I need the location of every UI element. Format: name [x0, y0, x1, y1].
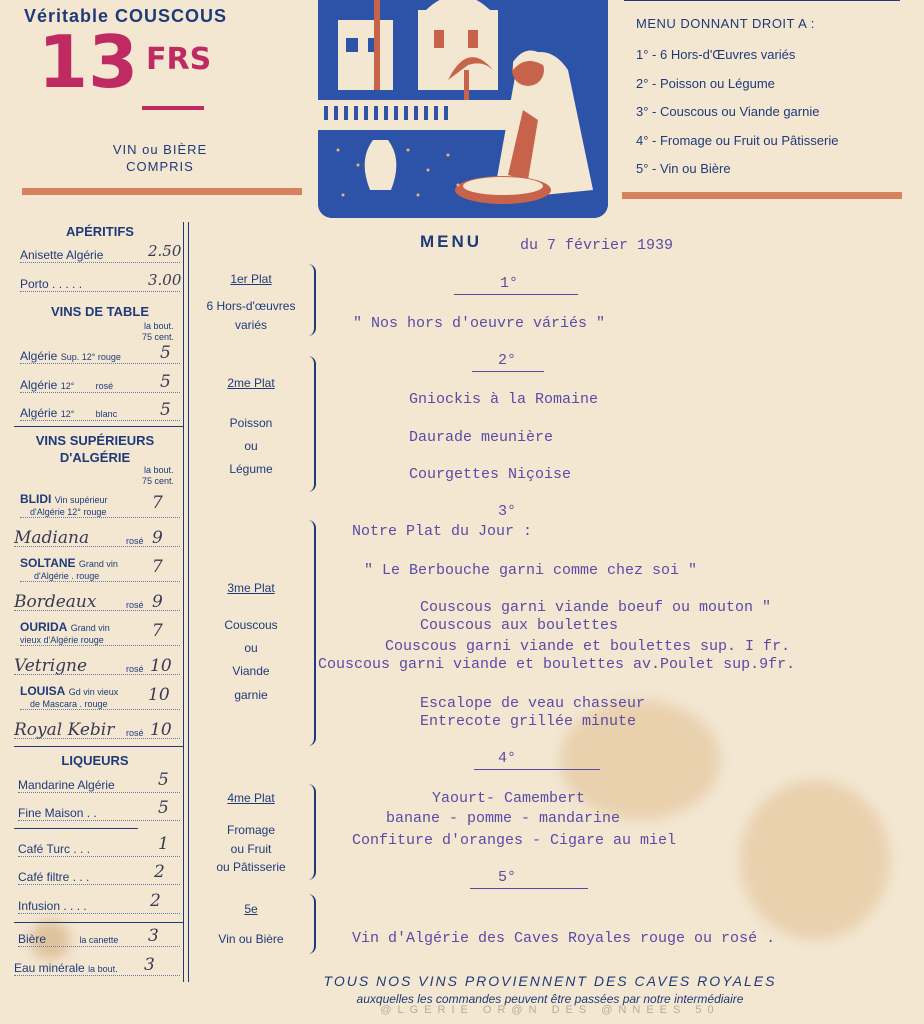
drink-label: Mandarine Algérie — [18, 778, 115, 792]
drink-row — [20, 242, 182, 263]
course-number: 2° — [498, 352, 517, 369]
menu-line: Couscous aux boulettes — [420, 617, 619, 634]
drink-row — [14, 656, 180, 675]
drink-label: Bière — [18, 932, 47, 946]
drink-row: Café filtre . . . 2 — [18, 870, 180, 885]
brace — [308, 894, 316, 954]
course-number: 4° — [498, 750, 517, 767]
illustration — [318, 0, 608, 218]
menu-line: Confiture d'oranges - Cigare au miel — [352, 832, 677, 849]
course-heading: 3me Plat — [227, 581, 275, 595]
rights-item: 5° - Vin ou Bière — [636, 161, 731, 176]
course-desc: Fromage — [226, 823, 276, 837]
drink-label: Café filtre — [18, 870, 70, 884]
drink-price: 1 — [158, 834, 169, 854]
drink-price: 3 — [144, 955, 155, 975]
rights-item: 4° - Fromage ou Fruit ou Pâtisserie — [636, 133, 839, 148]
drink-price: 7 — [152, 557, 163, 577]
rights-title: MENU DONNANT DROIT A : — [636, 16, 815, 31]
drink-price: 5 — [160, 372, 171, 392]
wine-name — [20, 492, 108, 506]
wine-name — [20, 556, 118, 570]
drink-label: Anisette Algérie — [20, 248, 104, 262]
course-number: 1° — [500, 275, 519, 292]
menu-line: Vin d'Algérie des Caves Royales rouge ou rosé . — [352, 930, 776, 947]
drink-row — [18, 770, 180, 793]
bout-note: la bout. — [144, 321, 174, 331]
drink-row — [14, 720, 180, 739]
brace — [308, 520, 316, 746]
included-line1: VIN ou BIÈRE — [112, 142, 208, 157]
drink-label: Porto — [20, 277, 49, 291]
drink-row: Infusion . . . . 2 — [18, 899, 180, 914]
couscous-woman-illustration — [318, 0, 608, 218]
drink-label: Eau minérale — [14, 961, 85, 975]
drink-row: d'Algérie . rouge 7 — [20, 571, 180, 582]
drink-type: blanc — [95, 409, 118, 419]
drink-price: 9 — [152, 528, 163, 548]
section-rule — [14, 746, 184, 747]
course-desc: ou — [244, 439, 258, 453]
course-desc: Vin ou Bière — [218, 932, 284, 946]
drink-label: Algérie — [20, 406, 58, 420]
menu-line: Courgettes Niçoise — [409, 466, 572, 483]
wine-name — [20, 684, 118, 698]
drink-label: Café Turc — [18, 842, 71, 856]
course-rule — [454, 294, 578, 295]
drink-row — [18, 926, 180, 947]
drink-row — [20, 372, 180, 393]
menu-line: Daurade meunière — [409, 429, 554, 446]
drink-sub: la bout. — [88, 964, 118, 974]
course-heading: 2me Plat — [227, 376, 275, 390]
wine-type: rosé — [126, 664, 144, 674]
course-desc: Couscous — [224, 618, 278, 632]
drink-type: rosé — [95, 381, 114, 391]
drink-price: 2.50 — [148, 242, 182, 260]
wine-desc: d'Algérie — [34, 571, 69, 581]
wine-type: rouge — [84, 699, 108, 709]
course-title — [196, 791, 306, 805]
divider-bar — [22, 188, 302, 195]
watermark: @LGERIE OR@N DES @NNEES 50 — [380, 1004, 720, 1016]
drink-row — [14, 592, 180, 611]
menu-line: banane - pomme - mandarine — [386, 810, 621, 827]
course-rule — [472, 371, 544, 372]
course-heading: 1er Plat — [230, 272, 272, 286]
wine-desc: Vin supérieur — [54, 495, 108, 505]
section-rule — [14, 828, 138, 829]
drink-price: 5 — [158, 798, 169, 818]
wine-type: rouge — [83, 507, 107, 517]
course-desc: garnie — [234, 688, 268, 702]
course-desc: ou — [244, 641, 258, 655]
menu-line: Yaourt- Camembert — [432, 790, 586, 807]
stain — [740, 780, 890, 940]
course-title — [196, 376, 306, 390]
handwritten-wine: Bordeaux — [14, 592, 97, 612]
footer-line1: TOUS NOS VINS PROVIENNENT DES CAVES ROYALES — [323, 973, 777, 989]
course-desc: Poisson — [229, 416, 273, 430]
course-desc: Légume — [229, 462, 273, 476]
drink-row — [20, 400, 180, 421]
rights-item: 1° - 6 Hors-d'Œuvres variés — [636, 47, 796, 62]
drink-label: Algérie — [20, 349, 58, 363]
drink-price: 2 — [150, 891, 161, 911]
wine-desc: de Mascara — [30, 699, 78, 709]
course-desc: 6 Hors-d'œuvres — [206, 299, 296, 313]
course-heading: 4me Plat — [227, 791, 275, 805]
wine-type: rosé — [126, 728, 144, 738]
wine-label: BLIDI — [20, 492, 52, 506]
bout-note: la bout. — [144, 465, 174, 475]
course-title — [196, 581, 306, 595]
drink-row — [14, 955, 180, 976]
drink-price: 7 — [152, 493, 163, 513]
menu-line: Couscous garni viande et boulettes sup. I fr. — [385, 638, 791, 655]
wine-name — [20, 620, 110, 634]
wine-label: OURIDA — [20, 620, 68, 634]
section-rule — [14, 426, 184, 427]
wine-type: rouge — [76, 571, 100, 581]
drink-price: 10 — [150, 656, 172, 676]
course-title — [196, 902, 306, 916]
course-desc: variés — [234, 318, 267, 332]
aperitifs-title: APÉRITIFS — [66, 224, 134, 239]
wine-desc: Gd vin vieux — [68, 687, 119, 697]
drink-price: 3.00 — [148, 271, 182, 289]
drink-price: 5 — [158, 770, 169, 790]
course-desc: Viande — [232, 664, 270, 678]
wine-type: rosé — [126, 536, 144, 546]
bout-note: 75 cent. — [142, 332, 175, 342]
price-unit: FRS — [146, 42, 212, 77]
drink-price: 7 — [152, 621, 163, 641]
included-line2: COMPRIS — [126, 159, 194, 174]
menu-line: " Nos hors d'oeuvre váriés " — [353, 315, 606, 332]
drink-row: de Mascara . rouge 10 — [20, 699, 180, 710]
drink-price: 5 — [160, 343, 171, 363]
handwritten-wine: Royal Kebir — [14, 720, 115, 740]
menu-line: " Le Berbouche garni comme chez soi " — [364, 562, 698, 579]
title: Véritable COUSCOUS — [24, 6, 228, 26]
drink-price: 9 — [152, 592, 163, 612]
brace — [308, 264, 316, 336]
wine-desc: d'Algérie 12° — [30, 507, 81, 517]
drink-row — [14, 528, 180, 547]
course-heading: 5e — [244, 902, 258, 916]
drink-price: 3 — [148, 926, 159, 946]
wine-desc: Grand vin — [78, 559, 118, 569]
wine-label: LOUISA — [20, 684, 66, 698]
rights-box — [624, 0, 900, 1]
footer-line2: auxquelles les commandes peuvent être passées par notre intermédiaire — [356, 992, 744, 1006]
drink-row: Café Turc . . . 1 — [18, 842, 180, 857]
drink-sub: Sup. 12° rouge — [60, 352, 121, 362]
course-desc: ou Pâtisserie — [216, 860, 286, 874]
price-underline — [142, 106, 204, 110]
divider-bar — [622, 192, 902, 199]
drink-sub: 12° — [60, 381, 75, 391]
menu-line: Notre Plat du Jour : — [352, 523, 533, 540]
drink-price: 2 — [154, 862, 165, 882]
course-rule — [474, 769, 600, 770]
column-rule — [183, 222, 184, 982]
wine-type: rosé — [126, 600, 144, 610]
handwritten-wine: Madiana — [14, 528, 90, 548]
drink-price: 10 — [150, 720, 172, 740]
drink-sub: 12° — [60, 409, 75, 419]
rights-item: 3° - Couscous ou Viande garnie — [636, 104, 820, 119]
drink-sub: la canette — [79, 935, 119, 945]
drink-row — [20, 343, 180, 364]
course-desc: ou Fruit — [230, 842, 272, 856]
rights-item: 2° - Poisson ou Légume — [636, 76, 775, 91]
wine-label: SOLTANE — [20, 556, 76, 570]
drink-row: Porto . . . . . 3.00 — [20, 271, 182, 291]
bout-note: 75 cent. — [142, 476, 175, 486]
drink-label: Infusion — [18, 899, 61, 913]
vins-sup-title: VINS SUPÉRIEURS — [35, 433, 155, 448]
menu-line: Escalope de veau chasseur — [420, 695, 646, 712]
vins-sup-title: D'ALGÉRIE — [59, 450, 131, 465]
menu-line: Entrecote grillée minute — [420, 713, 637, 730]
menu-line: Gniockis à la Romaine — [409, 391, 599, 408]
vins-table-title: VINS DE TABLE — [51, 304, 149, 319]
menu-line: Couscous garni viande boeuf ou mouton " — [420, 599, 772, 616]
drink-price: 5 — [160, 400, 171, 420]
course-number: 5° — [498, 869, 517, 886]
section-rule — [14, 922, 184, 923]
liqueurs-title: LIQUEURS — [61, 753, 129, 768]
brace — [308, 356, 316, 492]
brace — [308, 784, 316, 880]
course-number: 3° — [498, 503, 517, 520]
menu-date: du 7 février 1939 — [520, 237, 674, 254]
wine-desc: Grand vin — [70, 623, 110, 633]
drink-label: Algérie — [20, 378, 58, 392]
drink-row: Fine Maison . . 5 — [18, 806, 180, 821]
course-title — [196, 272, 306, 286]
column-rule — [188, 222, 189, 982]
menu-line: Couscous garni viande et boulettes av.Poulet sup.9fr. — [318, 656, 796, 673]
wine-desc: vieux d'Algérie — [20, 635, 79, 645]
menu-heading: MENU — [420, 232, 483, 251]
wine-type: rouge — [80, 635, 104, 645]
handwritten-wine: Vetrigne — [14, 656, 88, 676]
drink-label: Fine Maison — [18, 806, 84, 820]
drink-price: 10 — [148, 685, 170, 705]
course-rule — [470, 888, 588, 889]
price-stamp: 13 — [38, 20, 139, 104]
